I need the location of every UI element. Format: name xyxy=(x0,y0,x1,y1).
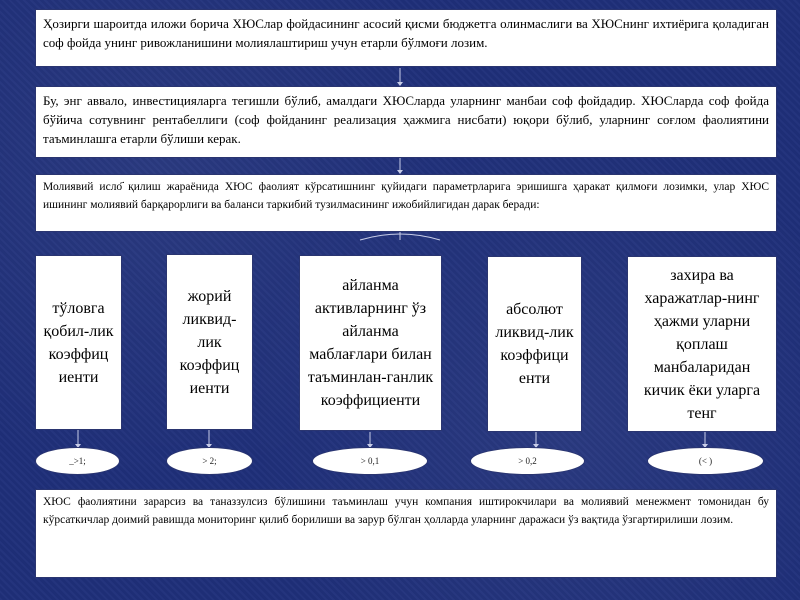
oval-value-1: _>1; xyxy=(35,447,120,475)
card-label: захира ва харажатлар-нинг ҳажми уларни қоплаш манбаларидан кичик ёки уларга тенг xyxy=(643,266,761,422)
card-reserves-and-costs xyxy=(627,256,777,432)
monitoring-text-box: ХЮС фаолиятини зарарсиз ва таназзулсиз бўлишини таъминлаш учун компания иштирокчилари ва молиявий менежмент томонидан бу кўрсаткичлар доимий равишда мониторинг қилиб борилиши ва зарур бўлган ҳолларда уларнинг даражаси ўз вақтида ўзгартирилиши лозим. xyxy=(35,489,777,578)
card-label: тўловга қобил-лик коэффиц иенти xyxy=(43,299,114,386)
card-solvency-ratio xyxy=(35,255,122,430)
card-absolute-liquidity-ratio xyxy=(487,256,582,432)
parameters-text-box: Молиявий исло҃ қилиш жараёнида ХЮС фаолият кўрсатишнинг қуйидаги параметрларига эришишга ҳаракат қилмоғи лозимки, улар ХЮС ишининг молиявий барқарорлиги ва баланси таркибий тузилмасининг ижобийлигидан дарак беради: xyxy=(35,174,777,232)
card-current-liquidity-ratio xyxy=(166,254,253,430)
oval-value-4: > 0,2 xyxy=(470,447,585,475)
oval-value-5: (< ) xyxy=(647,447,764,475)
card-label: абсолют ликвид-лик коэффици енти xyxy=(495,301,574,387)
oval-value-2: > 2; xyxy=(166,447,253,475)
card-working-capital-ratio xyxy=(299,255,442,431)
oval-value-3: > 0,1 xyxy=(312,447,428,475)
investment-text-box: Бу, энг аввало, инвестицияларга тегишли бўлиб, амалдаги ХЮСларда уларнинг манбаи соф фойдадир. ХЮСларда соф фойда бўйича сотувнинг рентабеллиги (соф фойданинг реализация ҳажмига нисбати) юқори бўлиб, уларнинг соғлом фаолиятини таъминлашга етарли бўлиши керак. xyxy=(35,86,777,158)
card-label: айланма активларнинг ўз айланма маблағлари билан таъминлан-ганлик коэффициенти xyxy=(307,277,434,409)
intro-text-box: Ҳозирги шароитда иложи борича ХЮСлар фойдасининг асосий қисми бюджетга олинмаслиги ва ХЮСнинг ихтиёрига қоладиган соф фойда унинг ривожланишини молиялаштириш учун етарли бўлмоғи лозим. xyxy=(35,9,777,67)
card-label: жорий ликвид-лик коэффиц иенти xyxy=(179,287,240,397)
